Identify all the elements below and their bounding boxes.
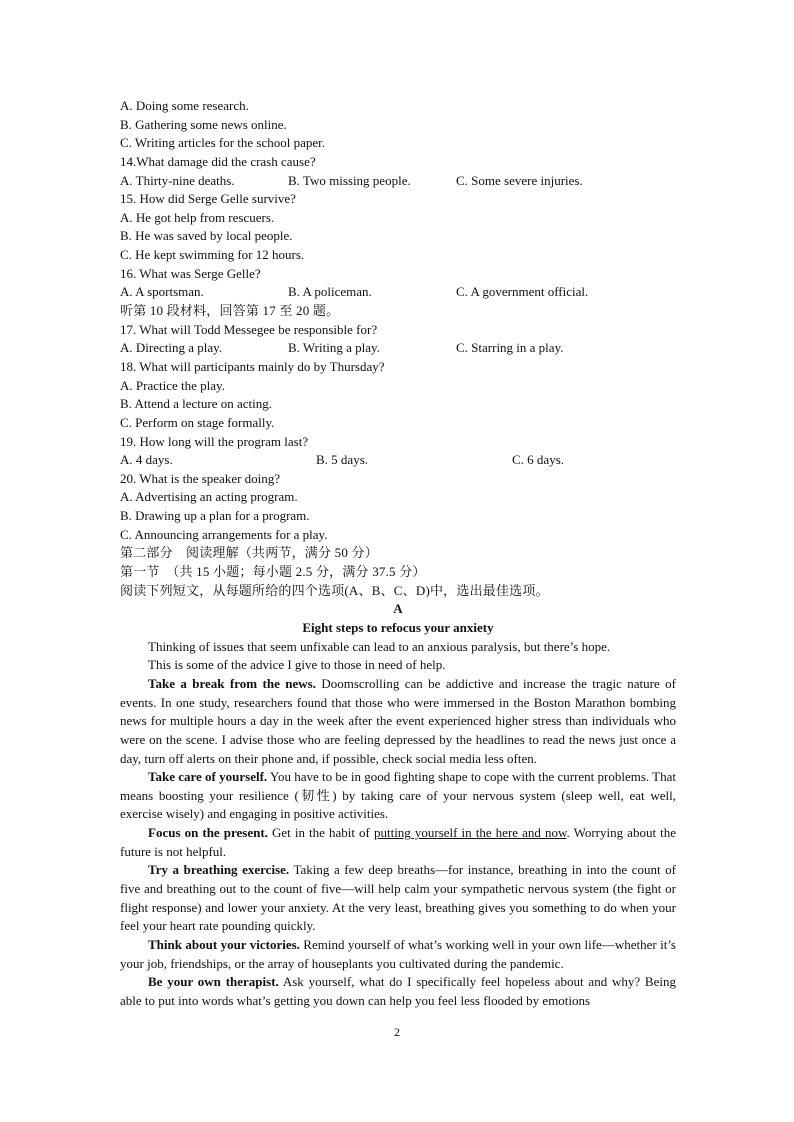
q14-option-b: B. Two missing people. (288, 172, 411, 188)
paragraph-text: Taking a few deep breaths—for instance, breathing in into the count of five and breathing out to the count of five—will help calm your sympathetic nervous system (the fight or flight response) and lower your anxiety. At the very least, breathing gives you something to do when your feel your heart rate pounding quickly. (120, 862, 676, 934)
q19-question: 19. How long will the program last? (120, 433, 309, 449)
q13-option-a: A. Doing some research. (120, 98, 249, 113)
q15-question: 15. How did Serge Gelle survive? (120, 191, 296, 207)
paragraph-text: You have to be in good fighting shape to cope with the current problems. That means boosting your resilience (韧性) by taking care of your nervous system (sleep well, eat well, exercise wisely) and engaging in positive activities. (120, 769, 676, 822)
q18-option-b: B. Attend a lecture on acting. (120, 396, 272, 412)
q15-option-a: A. He got help from rescuers. (120, 209, 275, 225)
section1-instruction: 阅读下列短文，从每题所给的四个选项(A、B、C、D)中，选出最佳选项。 (120, 582, 549, 598)
q20-question: 20. What is the speaker doing? (120, 470, 281, 486)
q14-options (120, 172, 676, 191)
q19-option-a: A. 4 days. (120, 452, 173, 468)
q15-option-c: C. He kept swimming for 12 hours. (120, 247, 305, 263)
page-number: 2 (394, 1025, 400, 1039)
paragraph-text: Thinking of issues that seem unfixable can lead to an anxious paralysis, but there’s hope. (148, 638, 611, 654)
paragraph-text: Remind yourself of what’s working well in your own life—whether it’s your job, friendships, or the array of houseplants you cultivated during the pandemic. (120, 937, 676, 971)
q14-option-a: A. Thirty-nine deaths. (120, 172, 235, 188)
paragraph-lead: Try a breathing exercise. (148, 862, 290, 878)
paragraph-lead: Take a break from the news. (148, 675, 316, 691)
paragraph-lead: Think about your victories. (148, 937, 300, 953)
paragraph-text: Doomscrolling can be addictive and increase the tragic nature of events. In one study, researchers found that those who were immersed in the Boston Marathon bombing news for multiple hours a day in the week after the event experienced higher stress than individuals who were on the scene. I advise those who are feeling depressed by the headlines to read the news just once a day, turn off alerts on their phone and, if possible, check social media less often. (120, 675, 676, 766)
paragraph-text: . Worrying about the future is not helpful. (120, 825, 677, 859)
paragraph-victories (120, 936, 676, 973)
q16-option-a: A. A sportsman. (120, 284, 204, 300)
q16-options (120, 283, 676, 302)
paragraph-lead: Focus on the present. (148, 825, 268, 841)
q18-option-c: C. Perform on stage formally. (120, 414, 275, 430)
paragraph-lead: Be your own therapist. (148, 974, 279, 990)
q17-options (120, 339, 676, 358)
underlined-phrase: putting yourself in the here and now (373, 825, 567, 841)
q18-option-a: A. Practice the play. (120, 377, 225, 393)
q14-question: 14.What damage did the crash cause? (120, 153, 316, 169)
q14-option-c: C. Some severe injuries. (456, 172, 583, 188)
paragraph-intro-1 (120, 638, 676, 657)
paragraph-self-care (120, 768, 676, 824)
paragraph-present (120, 824, 676, 861)
q19-option-b: B. 5 days. (316, 452, 368, 468)
q15-option-b: B. He was saved by local people. (120, 228, 293, 244)
paragraph-intro-2 (120, 656, 676, 675)
q13-option-b: B. Gathering some news online. (120, 116, 287, 132)
listening-instruction: 听第 10 段材料，回答第 17 至 20 题。 (120, 303, 340, 319)
q17-option-c: C. Starring in a play. (456, 340, 564, 356)
q18-question: 18. What will participants mainly do by Thursday? (120, 358, 385, 374)
part2-title: 第二部分 阅读理解（共两节，满分 50 分） (120, 545, 378, 561)
paragraph-text: Get in the habit of (267, 825, 374, 841)
q20-option-a: A. Advertising an acting program. (120, 489, 298, 505)
paragraph-therapist (120, 973, 676, 1010)
paragraph-news-break (120, 675, 676, 768)
q16-option-c: C. A government official. (456, 284, 589, 300)
paragraph-lead: Take care of yourself. (148, 769, 268, 785)
q19-option-c: C. 6 days. (512, 452, 564, 468)
exam-page (120, 97, 676, 1011)
q16-option-b: B. A policeman. (288, 284, 372, 300)
q17-option-a: A. Directing a play. (120, 340, 223, 356)
paragraph-text: Ask yourself, what do I specifically feel hopeless about and why? Being able to put into words what’s getting you down can help you feel less flooded by emotions (120, 974, 676, 1009)
q16-question: 16. What was Serge Gelle? (120, 265, 261, 281)
q17-option-b: B. Writing a play. (288, 340, 380, 356)
q20-option-b: B. Drawing up a plan for a program. (120, 508, 310, 524)
q20-option-c: C. Announcing arrangements for a play. (120, 526, 328, 542)
q19-options (120, 451, 676, 470)
section1-title: 第一节 （共 15 小题；每小题 2.5 分，满分 37.5 分） (120, 564, 426, 580)
passage-label: A (393, 601, 403, 617)
paragraph-breathing (120, 861, 676, 936)
paragraph-text: This is some of the advice I give to those in need of help. (148, 657, 446, 673)
q13-option-c: C. Writing articles for the school paper. (120, 135, 326, 151)
passage-title: Eight steps to refocus your anxiety (302, 619, 494, 635)
q17-question: 17. What will Todd Messegee be responsible for? (120, 321, 378, 337)
